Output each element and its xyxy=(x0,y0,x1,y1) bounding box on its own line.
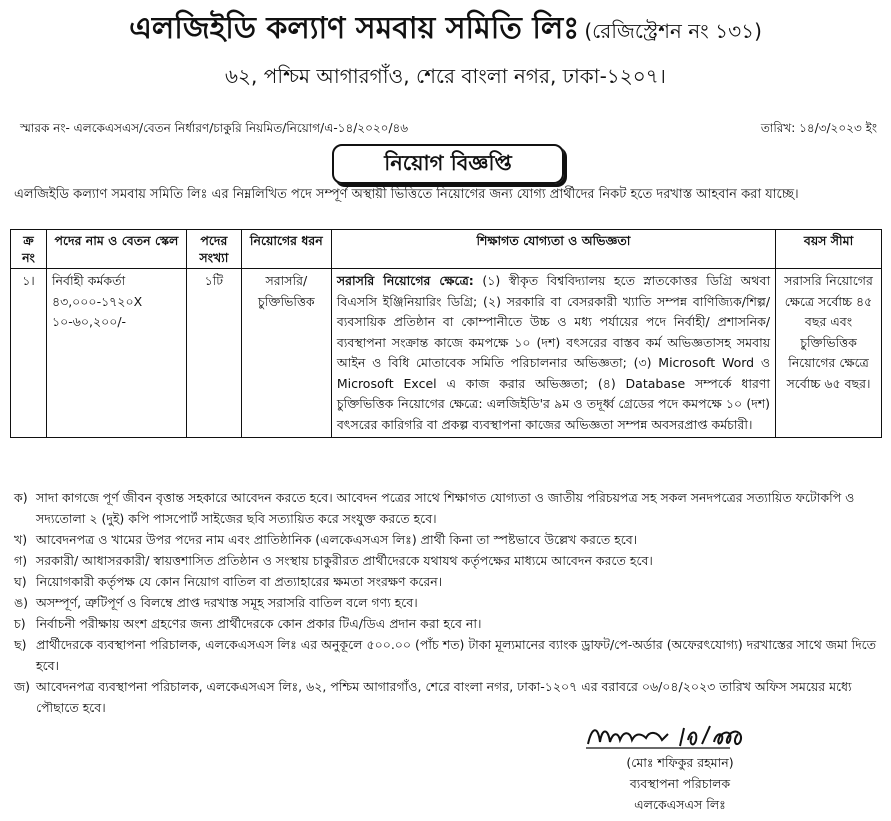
job-table xyxy=(10,229,882,438)
list-item xyxy=(14,592,880,613)
condition-text: সরকারী/ আধাসরকারী/ স্বায়ত্তশাসিত প্রতিষ্ঠান ও সংস্থায় চাকুরীরত প্রার্থীদেরকে যথাযথ কর্তৃপক্ষের মাধ্যমে আবেদন করতে হবে। xyxy=(36,553,653,568)
condition-label: খ) xyxy=(14,532,28,547)
cell-type: সরাসরি/ চুক্তিভিত্তিক xyxy=(241,269,331,438)
intro-paragraph: এলজিইডি কল্যাণ সমবায় সমিতি লিঃ এর নিম্নলিখিত পদে সম্পূর্ণ অস্থায়ী ভিত্তিতে নিয়োগের জন্য যোগ্য প্রার্থীদের নিকট হতে দরখাস্ত আহবান করা যাচ্ছে। xyxy=(14,187,799,202)
condition-label: গ) xyxy=(14,553,28,568)
condition-text: প্রার্থীদেরকে ব্যবস্থাপনা পরিচালক, এলকেএসএস লিঃ এর অনুকূলে ৫০০.০০ (পাঁচ শত) টাকা মূল্যমানের ব্যাংক ড্রাফট/পে-অর্ডার (অফেরৎযোগ্য) দরখাস্তের সাথে জমা দিতে হবে। xyxy=(36,637,877,673)
col-header-count: পদের সংখ্যা xyxy=(186,230,241,269)
condition-text: আবেদনপত্র ও খামের উপর পদের নাম এবং প্রাতিষ্ঠানিক (এলকেএসএস লিঃ) প্রার্থী কিনা তা স্পষ্টভাবে উল্লেখ করতে হবে। xyxy=(36,532,638,547)
list-item xyxy=(14,676,880,718)
post-name: নির্বাহী কর্মকর্তা xyxy=(51,273,126,288)
condition-text: নিয়োগকারী কর্তৃপক্ষ যে কোন নিয়োগ বাতিল বা প্রত্যাহারের ক্ষমতা সংরক্ষণ করেন। xyxy=(36,574,443,589)
signatory-designation: ব্যবস্থাপনা পরিচালক xyxy=(629,776,731,791)
condition-label: চ) xyxy=(14,616,26,631)
list-item xyxy=(14,487,880,529)
org-address: ৬২, পশ্চিম আগারগাঁও, শেরে বাংলা নগর, ঢাকা-১২০৭। xyxy=(225,64,666,88)
condition-text: অসম্পূর্ণ, ত্রুটিপূর্ণ ও বিলম্বে প্রাপ্ত দরখাস্ত সমূহ সরাসরি বাতিল বলে গণ্য হবে। xyxy=(36,595,418,610)
list-item xyxy=(14,613,880,634)
pay-scale: ৪৩,০০০-১৭২০X ১০-৬০,২০০/- xyxy=(51,293,143,329)
list-item xyxy=(14,529,880,550)
list-item xyxy=(14,550,880,571)
cell-post xyxy=(46,269,186,438)
condition-label: ঙ) xyxy=(14,595,29,610)
condition-label: ক) xyxy=(14,490,28,505)
col-header-serial: ক্র নং xyxy=(11,230,47,269)
signatory-org: এলকেএসএস লিঃ xyxy=(634,797,726,812)
list-item xyxy=(14,634,880,676)
cell-age: সরাসরি নিয়োগের ক্ষেত্রে সর্বোচ্চ ৪৫ বছর এবং চুক্তিভিত্তিক নিয়োগের ক্ষেত্রে সর্বোচ্চ ৬৫ বছর। xyxy=(776,269,882,438)
col-header-age: বয়স সীমা xyxy=(776,230,882,269)
reference-number: স্মারক নং- এলকেএসএস/বেতন নির্ধারণ/চাকুরি নিয়মিত/নিয়োগ/এ-১৪/২০২০/৪৬ xyxy=(20,121,409,135)
notice-date: তারিখ: ১৪/৩/২০২৩ ইং xyxy=(760,121,877,135)
condition-label: ঘ) xyxy=(14,574,27,589)
qualification-lead: সরাসরি নিয়োগের ক্ষেত্রে: xyxy=(336,273,474,288)
list-item xyxy=(14,571,880,592)
table-header-row xyxy=(11,230,882,269)
cell-serial: ১। xyxy=(11,269,47,438)
condition-label: ছ) xyxy=(14,637,27,652)
col-header-qualification: শিক্ষাগত যোগ্যতা ও অভিজ্ঞতা xyxy=(331,230,775,269)
signature-block xyxy=(560,718,800,815)
signatory-name: (মোঃ শফিকুর রহমান) xyxy=(626,755,734,770)
qualification-text: (১) স্বীকৃত বিশ্ববিদ্যালয় হতে স্নাতকোত্তর ডিগ্রি অথবা বিএসসি ইঞ্জিনিয়ারিং ডিগ্রি; (২) সরকারি বা বেসরকারী খ্যাতি সম্পন্ন বাণিজ্যিক/শিল্প/ব্যবসায়িক প্রতিষ্ঠান বা কোম্পানীতে উচ্চ ও মধ্য পর্যায়ের পদে নির্বাহী/ প্রশাসনিক/ব্যবস্থাপনা সংক্রান্ত কাজে কমপক্ষে ১০ (দশ) বৎসরের বাস্তব কর্ম অভিজ্ঞতাসহ সমবায় আইন ও বিধি মোতাবেক সমিতি পরিচালনার অভিজ্ঞতা; (৩) Microsoft Word ও Microsoft Excel এ কাজ করার অভিজ্ঞতা; (৪) Database সম্পর্কে ধারণা চুক্তিভিত্তিক নিয়োগের ক্ষেত্রে: এলজিইডি'র ৯ম ও তদূর্ধ্ব গ্রেডের পদে কমপক্ষে ১০ (দশ) বৎসরের কারিগরি বা প্রকল্প ব্যবস্থাপনা কাজের অভিজ্ঞতা সম্পন্ন অবসরপ্রাপ্ত কর্মচারী। xyxy=(336,273,771,432)
col-header-post: পদের নাম ও বেতন স্কেল xyxy=(46,230,186,269)
registration-number: (রেজিস্ট্রেশন নং ১৩১) xyxy=(584,19,762,43)
notice-title: নিয়োগ বিজ্ঞপ্তি xyxy=(332,144,564,184)
org-name: এলজিইডি কল্যাণ সমবায় সমিতি লিঃ xyxy=(129,11,580,46)
condition-text: সাদা কাগজে পূর্ণ জীবন বৃত্তান্ত সহকারে আবেদন করতে হবে। আবেদন পত্রের সাথে শিক্ষাগত যোগ্যতা ও জাতীয় পরিচয়পত্র সহ সকল সনদপত্রের সত্যায়িত ফটোকপি ও সদ্যতোলা ২ (দুই) কপি পাসপোর্ট সাইজের ছবি সত্যায়িত করে সংযুক্ত করতে হবে। xyxy=(36,490,855,526)
condition-label: জ) xyxy=(14,679,31,694)
condition-text: নির্বাচনী পরীক্ষায় অংশ গ্রহণের জন্য প্রার্থীদেরকে কোন প্রকার টিএ/ডিএ প্রদান করা হবে না। xyxy=(36,616,482,631)
condition-text: আবেদনপত্র ব্যবস্থাপনা পরিচালক, এলকেএসএস লিঃ, ৬২, পশ্চিম আগারগাঁও, শেরে বাংলা নগর, ঢাকা-১২০৭ এর বরাবরে ০৬/০৪/২০২৩ তারিখ অফিস সময়ের মধ্যে পৌছাতে হবে। xyxy=(36,679,852,715)
org-name-heading xyxy=(0,4,891,55)
conditions-list xyxy=(14,487,880,718)
col-header-type: নিয়োগের ধরন xyxy=(241,230,331,269)
cell-count: ১টি xyxy=(186,269,241,438)
table-row xyxy=(11,269,882,438)
cell-qualification xyxy=(331,269,775,438)
handwritten-signature xyxy=(580,718,780,752)
